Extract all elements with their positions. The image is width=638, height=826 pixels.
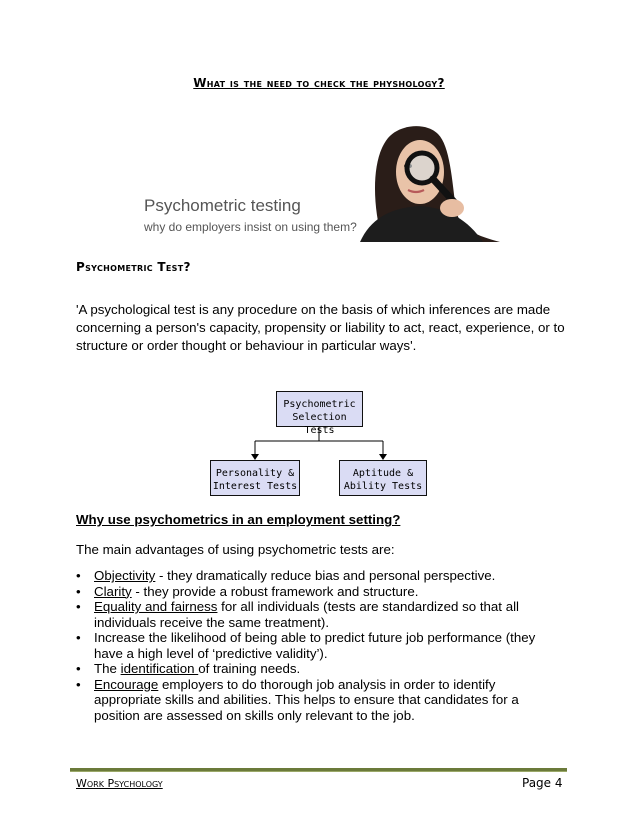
flowchart-node-selection-tests: Psychometric Selection Tests (276, 391, 363, 427)
list-item: • Clarity - they provide a robust framework and structure. (76, 584, 566, 600)
list-item: • Encourage employers to do thorough job analysis in order to identify appropriate skills and abilities. This helps to ensure that candidates for a position are assessed on skills only relevant to the job. (76, 677, 566, 724)
section-heading: Psychometric Test? (76, 260, 191, 274)
advantages-intro: The main advantages of using psychometric tests are: (76, 542, 395, 557)
why-heading: Why use psychometrics in an employment setting? (76, 512, 401, 527)
list-item: • Equality and fairness for all individuals (tests are standardized so that all individuals receive the same treatment). (76, 599, 566, 630)
banner-subline: why do employers insist on using them? (144, 220, 357, 234)
flowchart-node-personality: Personality & Interest Tests (210, 460, 300, 496)
list-item: • Increase the likelihood of being able to predict future job performance (they have a high level of ‘predictive validity’). (76, 630, 566, 661)
definition-quote: 'A psychological test is any procedure on the basis of which inferences are made concerning a person's capacity, propensity or liability to act, react, experience, or to structure or order thought or behaviour in particular ways'. (76, 302, 565, 353)
list-item: • The identification of training needs. (76, 661, 566, 677)
page-title: What is the need to check the physhology? (193, 76, 445, 90)
list-item: • Objectivity - they dramatically reduce bias and personal perspective. (76, 568, 566, 584)
flowchart-node-aptitude: Aptitude & Ability Tests (339, 460, 427, 496)
page-number: Page 4 (522, 776, 563, 790)
banner-headline: Psychometric testing (144, 196, 301, 215)
footer-title: Work Psychology (76, 777, 163, 790)
footer-divider (70, 768, 567, 772)
advantages-list (76, 568, 566, 723)
